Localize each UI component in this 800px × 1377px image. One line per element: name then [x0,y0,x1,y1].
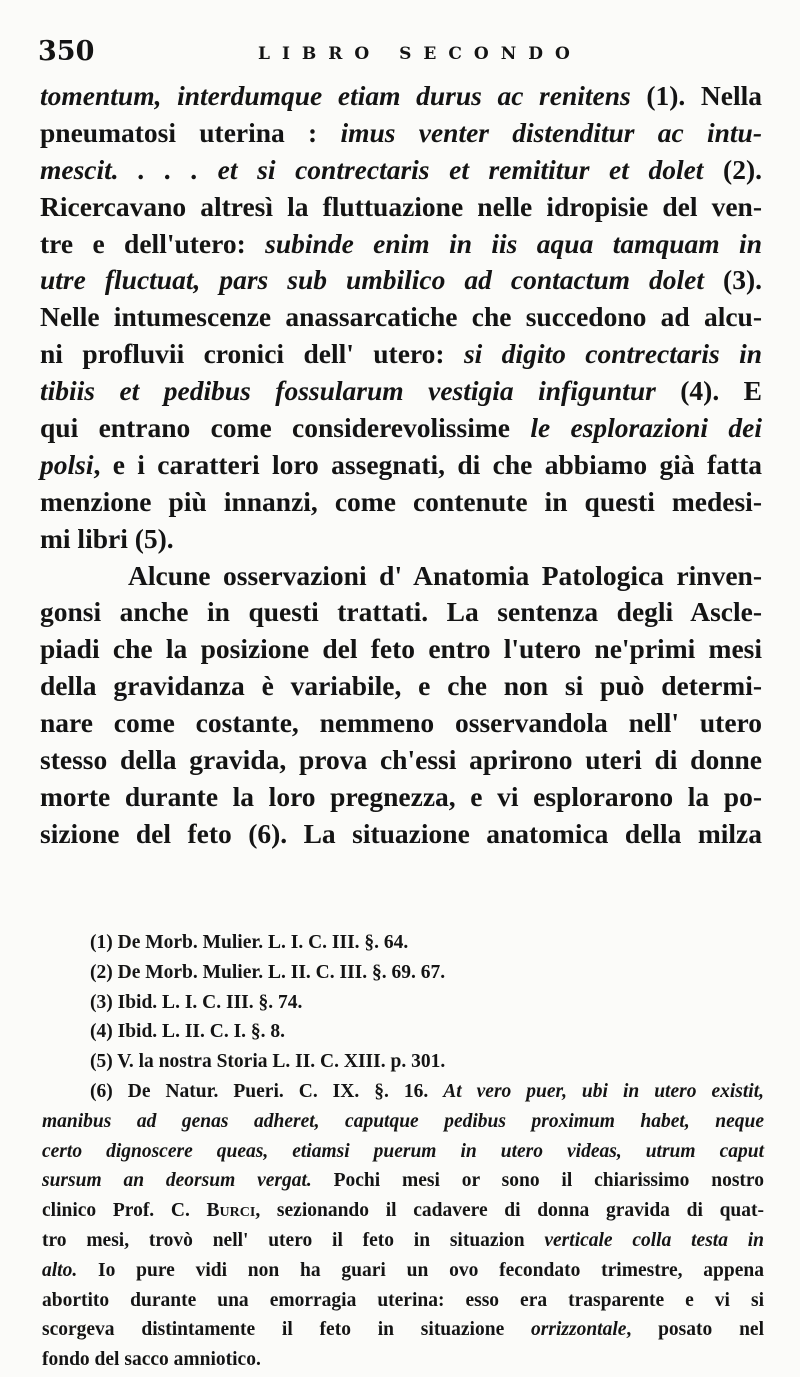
footnote-line [42,1077,764,1107]
footnote-line [42,1286,764,1316]
text-segment: menzione più innanzi, come contenute in questi medesi- [40,485,762,517]
text-line [40,189,762,226]
page-header [38,36,762,76]
text-segment: clinico Prof. C. [42,1200,207,1222]
text-line [40,115,762,152]
footnotes [42,928,764,1375]
text-segment: (3). [704,264,762,296]
footnote-line [42,1315,764,1345]
text-segment: gonsi anche in questi trattati. La sentenza degli Ascle- [40,596,762,628]
footnote-line [42,928,764,958]
text-segment: (4) Ibid. L. II. C. I. §. 8. [90,1021,286,1043]
text-line [40,373,762,410]
italic-text: At vero puer, ubi in utero existit, [443,1080,764,1102]
text-segment: scorgeva distintamente il feto in situazione [42,1319,532,1341]
text-line [40,742,762,779]
italic-text: tomentum, interdumque etiam durus ac renitens [40,80,631,111]
footnote-line [42,988,764,1018]
text-line [40,299,762,336]
italic-text: certo dignoscere queas, etiamsi puerum in utero videas, utrum caput [42,1140,764,1162]
text-segment: della gravidanza è variabile, e che non si può determi- [40,670,762,702]
text-segment: nare come costante, nemmeno osservandola nell' utero [40,707,762,739]
italic-text: sursum an deorsum vergat. [42,1170,312,1192]
text-segment: sizione del feto (6). La situazione anatomica della milza [40,817,762,849]
italic-text: polsi [40,448,94,480]
running-title: LIBRO SECONDO [258,44,582,64]
text-segment: (6) De Natur. Pueri. C. IX. §. 16. [90,1080,444,1102]
text-segment: (2) De Morb. Mulier. L. II. C. III. §. 69. 67. [90,961,446,983]
text-segment: (1) De Morb. Mulier. L. I. C. III. §. 64. [90,932,409,953]
text-segment: fondo del sacco amniotico. [42,1349,261,1371]
italic-text: subinde enim in iis aqua tamquam in [265,227,762,259]
footnote-line [42,1226,764,1256]
text-segment: , posato nel [626,1319,764,1341]
footnote-line [42,1047,764,1077]
footnote-line [42,1017,764,1047]
footnote-line [42,1137,764,1167]
text-segment: Nelle intumescenze anassarcatiche che succedono ad alcu- [40,301,762,333]
footnote-line [42,1107,764,1137]
text-segment: , e i caratteri loro assegnati, di che abbiamo già fatta [93,448,762,480]
italic-text: imus venter distenditur ac intu- [340,116,763,148]
text-segment: ni profluvii cronici dell' utero: [40,338,464,370]
text-segment: piadi che la posizione del feto entro l'utero ne'primi mesi [40,633,762,665]
italic-text: orrizzontale [531,1319,627,1341]
italic-text: le esplorazioni dei [530,412,762,444]
text-line [40,410,762,447]
text-segment: Pochi mesi or sono il chiarissimo nostro [311,1170,764,1192]
text-line [40,668,762,705]
footnote-line [42,1345,764,1375]
text-segment: Io pure vidi non ha guari un ovo fecondato trimestre, appena [77,1259,764,1281]
footnote-line [42,1196,764,1226]
italic-text: verticale colla testa in [544,1229,764,1251]
text-line [40,521,762,558]
text-line [40,779,762,816]
text-line [40,558,762,595]
text-line [40,705,762,742]
text-segment: morte durante la loro pregnezza, e vi esplorarono la po- [40,780,762,812]
text-segment: (3) Ibid. L. I. C. III. §. 74. [90,991,303,1013]
text-segment: qui entrano come considerevolissime [40,412,531,444]
text-segment: tre e dell'utero: [40,227,266,259]
text-line [40,816,762,853]
text-segment: pneumatosi uterina : [40,116,341,148]
text-line [40,484,762,521]
page-number: 350 [38,36,95,67]
text-segment: (5) V. la nostra Storia L. II. C. XIII. p. 301. [90,1051,446,1073]
text-segment: (2). [703,153,762,185]
text-segment: (1). Nella [630,80,762,111]
text-line [40,594,762,631]
text-segment: stesso della gravida, prova ch'essi aprirono uteri di donne [40,744,762,776]
text-segment: abortito durante una emorragia uterina: esso era trasparente e vi si [42,1289,764,1311]
text-segment: Burci [206,1200,256,1222]
italic-text: utre fluctuat, pars sub umbilico ad contactum dolet [40,264,705,296]
text-line [40,447,762,484]
text-line [40,262,762,299]
footnote-line [42,1166,764,1196]
italic-text: manibus ad genas adheret, caputque pedibus proximum habet, neque [42,1110,764,1132]
text-segment: Ricercavano altresì la fluttuazione nelle idropisie del ven- [40,190,762,222]
text-segment: (4). E [655,375,762,407]
italic-text: mescit. . . . et si contrectaris et remititur et dolet [40,153,704,185]
italic-text: tibiis et pedibus fossularum vestigia infiguntur [40,375,656,407]
footnote-line [42,958,764,988]
text-segment: Alcune osservazioni d' Anatomia Patologica rinven- [128,559,762,591]
italic-text: alto. [42,1259,78,1281]
italic-text: si digito contrectaris in [463,338,763,370]
text-segment: tro mesi, trovò nell' utero il feto in situazion [42,1229,545,1251]
text-line [40,631,762,668]
body-text [40,78,762,853]
text-segment: mi libri (5). [40,522,174,554]
text-line [40,152,762,189]
text-segment: , sezionando il cadavere di donna gravida di quat- [255,1200,764,1222]
text-line [40,336,762,373]
text-line [40,78,762,115]
footnote-line [42,1256,764,1286]
text-line [40,226,762,263]
